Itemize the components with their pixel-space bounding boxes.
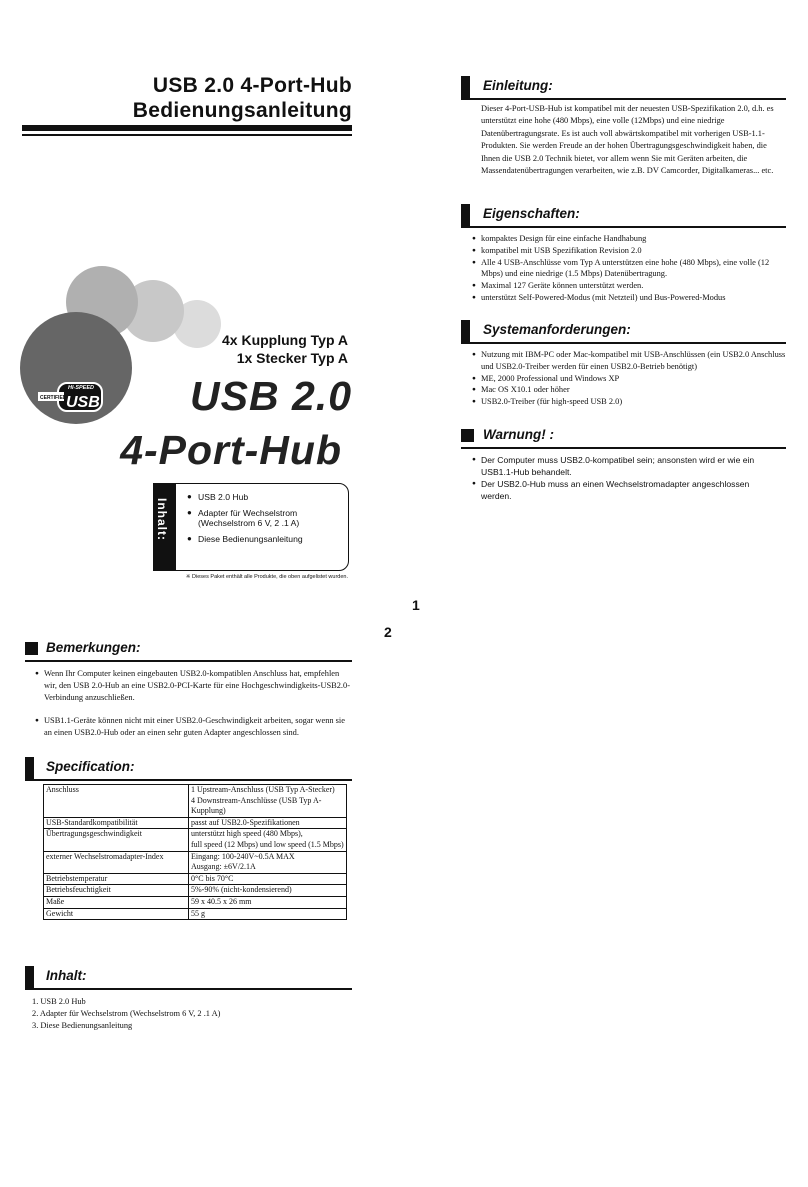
title-rule-thick bbox=[22, 125, 352, 131]
systemanforderungen-item: ● ME, 2000 Professional und Windows XP bbox=[472, 373, 788, 385]
section-bemerkungen-title: Bemerkungen: bbox=[46, 640, 141, 655]
contents-box-item: ● Adapter für Wechselstrom (Wechselstrom 6 V, 2 .1 A) bbox=[187, 508, 303, 529]
section-rule bbox=[461, 342, 786, 344]
product-name-hub: 4-Port-Hub bbox=[120, 427, 342, 473]
eigenschaften-item: ● Maximal 127 Geräte können unterstützt werden. bbox=[472, 280, 788, 292]
section-marker bbox=[25, 966, 34, 988]
hi-speed-usb-logo bbox=[38, 375, 106, 417]
warnung-item: ● Der USB2.0-Hub muss an einen Wechselstromadapter angeschlossen werden. bbox=[472, 478, 772, 502]
table-row bbox=[44, 829, 347, 851]
inhalt-list bbox=[32, 996, 220, 1033]
section-rule bbox=[25, 988, 352, 990]
product-name-usb: USB 2.0 bbox=[190, 373, 352, 419]
section-marker bbox=[461, 320, 470, 342]
table-row bbox=[44, 785, 347, 818]
systemanforderungen-item: ● Nutzung mit IBM-PC oder Mac-kompatibel mit USB-Anschlüssen (ein USB2.0 Anschluss und USB2.0-Treiber werden für einen USB2.0-Betrieb benötigt) bbox=[472, 349, 788, 373]
logo-hispeed-text: HI-SPEED bbox=[68, 385, 94, 391]
einleitung-text: Dieser 4-Port-USB-Hub ist kompatibel mit der neuesten USB-Spezifikation 2.0, d.h. es unterstützt eine hohe (480 Mbps), eine volle (12Mbps) und eine niedrige Datenübertragungsrate. Es ist auch voll abwärtskompatibel mit vorherigen USB-1.1-Produkten. Sie werden Freude an der hohen Übertragungsgeschwindigkeit haben, die Ihnen die USB 2.0 Technik bietet, vor allem wenn Sie mit Geräten arbeiten, die Massendatenübertragungen verarbeiten, wie z.B. DV Camcorder, Digitalkameras... etc. bbox=[481, 104, 774, 176]
bemerkungen-list bbox=[35, 668, 353, 739]
inhalt-item: 1. USB 2.0 Hub bbox=[32, 997, 86, 1006]
connector-line-1: 4x Kupplung Typ A bbox=[222, 332, 348, 348]
eigenschaften-item: ● kompatibel mit USB Spezifikation Revision 2.0 bbox=[472, 245, 788, 257]
section-rule bbox=[25, 779, 352, 781]
section-warnung-title: Warnung! : bbox=[483, 427, 554, 442]
section-rule bbox=[461, 447, 786, 449]
section-einleitung-title: Einleitung: bbox=[483, 78, 553, 93]
warnung-list bbox=[472, 454, 772, 502]
title-rule-thin bbox=[22, 134, 352, 136]
section-rule bbox=[461, 98, 786, 100]
systemanforderungen-item: ● USB2.0-Treiber (für high-speed USB 2.0) bbox=[472, 396, 788, 408]
logo-usb-text: USB bbox=[66, 394, 100, 411]
spec-key: externer Wechselstromadapter-Index bbox=[44, 851, 189, 873]
spec-key: Übertragungsgeschwindigkeit bbox=[44, 829, 189, 851]
table-row bbox=[44, 817, 347, 829]
spec-value: 1 Upstream-Anschluss (USB Typ A-Stecker) 4 Downstream-Anschlüsse (USB Typ A-Kupplung) bbox=[189, 785, 347, 818]
spec-key: Maße bbox=[44, 896, 189, 908]
table-row bbox=[44, 885, 347, 897]
section-specification-title: Specification: bbox=[46, 759, 135, 774]
section-marker bbox=[461, 76, 470, 98]
table-row bbox=[44, 873, 347, 885]
bemerkungen-item: ● Wenn Ihr Computer keinen eingebauten USB2.0-kompatiblen Anschluss hat, empfehlen wir, den USB 2.0-Hub an eine USB2.0-PCI-Karte für eine Hochgeschwindigkeits-USB2.0-Verbindung anzuschließen. bbox=[35, 668, 353, 703]
section-rule bbox=[461, 226, 786, 228]
contents-box-item: ● Diese Bedienungsanleitung bbox=[187, 534, 303, 545]
table-row bbox=[44, 908, 347, 920]
spec-value: passt auf USB2.0-Spezifikationen bbox=[189, 817, 347, 829]
spec-value: unterstützt high speed (480 Mbps), full speed (12 Mbps) und low speed (1.5 Mbps) bbox=[189, 829, 347, 851]
spec-key: Betriebsfeuchtigkeit bbox=[44, 885, 189, 897]
contents-box-item: ● USB 2.0 Hub bbox=[187, 492, 303, 503]
contents-box-label: Inhalt: bbox=[155, 498, 169, 541]
specification-table bbox=[43, 784, 347, 920]
spec-value: 59 x 40.5 x 26 mm bbox=[189, 896, 347, 908]
logo-certified-text: CERTIFIED bbox=[40, 395, 67, 401]
page-number-2: 2 bbox=[384, 624, 392, 640]
eigenschaften-list bbox=[472, 233, 788, 304]
spec-key: USB-Standardkompatibilität bbox=[44, 817, 189, 829]
eigenschaften-item: ● unterstützt Self-Powered-Modus (mit Netzteil) und Bus-Powered-Modus bbox=[472, 292, 788, 304]
spec-value: 5%-90% (nicht-kondensierend) bbox=[189, 885, 347, 897]
systemanforderungen-item: ● Mac OS X10.1 oder höher bbox=[472, 384, 788, 396]
document-title-line2: Bedienungsanleitung bbox=[132, 99, 352, 122]
spec-value: 55 g bbox=[189, 908, 347, 920]
systemanforderungen-list bbox=[472, 349, 788, 408]
inhalt-item: 3. Diese Bedienungsanleitung bbox=[32, 1021, 133, 1031]
eigenschaften-item: ● Alle 4 USB-Anschlüsse vom Typ A unterstützen eine hohe (480 Mbps), eine volle (12 Mbps) und eine niedrige (1.5 Mbps) Datenübertragung. bbox=[472, 257, 788, 281]
section-systemanforderungen-title: Systemanforderungen: bbox=[483, 322, 631, 337]
contents-note: ※ Dieses Paket enthält alle Produkte, die oben aufgelistet wurden. bbox=[185, 574, 348, 580]
spec-key: Betriebstemperatur bbox=[44, 873, 189, 885]
page-number-1: 1 bbox=[412, 597, 420, 613]
eigenschaften-item: ● kompaktes Design für eine einfache Handhabung bbox=[472, 233, 788, 245]
bemerkungen-item: ● USB1.1-Geräte können nicht mit einer USB2.0-Geschwindigkeit arbeiten, sogar wenn sie an einen USB2.0-Hub oder an einen sehr guten Adapter angeschlossen sind. bbox=[35, 715, 353, 739]
spec-key: Anschluss bbox=[44, 785, 189, 818]
contents-box-list bbox=[187, 492, 303, 549]
section-marker bbox=[461, 429, 474, 442]
section-marker bbox=[461, 204, 470, 226]
section-rule bbox=[25, 660, 352, 662]
section-marker bbox=[25, 642, 38, 655]
table-row bbox=[44, 851, 347, 873]
connector-line-2: 1x Stecker Typ A bbox=[236, 350, 348, 366]
warnung-item: ● Der Computer muss USB2.0-kompatibel sein; ansonsten wird er wie ein USB1.1-Hub behandelt. bbox=[472, 454, 772, 478]
contents-box bbox=[153, 483, 349, 571]
section-eigenschaften-title: Eigenschaften: bbox=[483, 206, 580, 221]
section-inhalt-title: Inhalt: bbox=[46, 968, 87, 983]
table-row bbox=[44, 896, 347, 908]
document-title-line1: USB 2.0 4-Port-Hub bbox=[152, 74, 352, 97]
spec-key: Gewicht bbox=[44, 908, 189, 920]
section-marker bbox=[25, 757, 34, 779]
inhalt-item: 2. Adapter für Wechselstrom (Wechselstrom 6 V, 2 .1 A) bbox=[32, 1009, 221, 1019]
spec-value: 0°C bis 70°C bbox=[189, 873, 347, 885]
spec-value: Eingang: 100-240V~0.5A MAX Ausgang: ±6V/2.1A bbox=[189, 851, 347, 873]
contents-box-label-bar bbox=[154, 484, 176, 570]
